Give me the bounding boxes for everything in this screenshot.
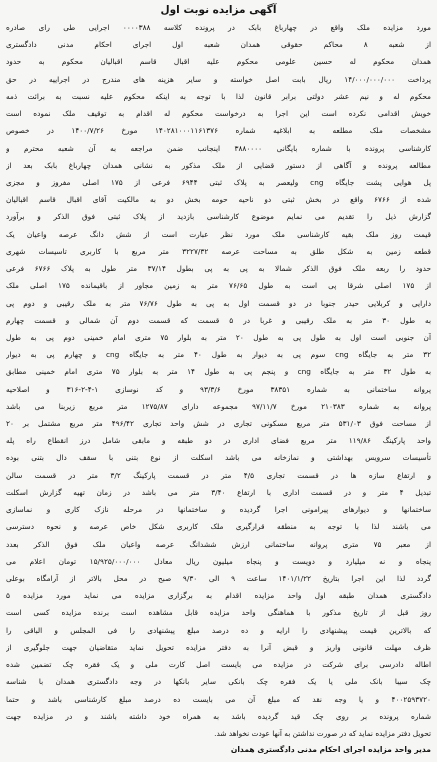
notice-line: می باشند لذا با توجه به منطقه قرارگیری ملک کاربری شکل خاص عرصه و نحوه دسترسی [6, 522, 431, 532]
notice-line: اطاله دادرسی برای شرکت در مزایده می بایست اصل کارت ملی و یک فقره چک تضمین شده [6, 660, 431, 670]
notice-line: پنجاه و نه میلیارد و دویست و پنجاه میلیون ریال معادل ۱۵/۹۲۵/۰۰۰/۰۰۰ تومان اعلام می [6, 556, 431, 566]
notice-line: گزارش ذیل را تقدیم می نمایم موضوع کارشناسی بازدید از پلاک ثبتی فوق الذکر و برآورد [6, 212, 431, 222]
notice-line: تأسیسات سرویس بهداشتی و نمازخانه می باشد اسکلت از نوع بتنی با سقف دال بتنی بوده [6, 453, 431, 463]
notice-title: آگهی مزایده نوبت اول [160, 4, 277, 16]
notice-line: از مساحت فوق ۵۳۱/۰۳ متر مربع مسکونی تجاری در شش واحد تجاری ۴۹۶/۴۲ متر مربع مشتمل بر ۲۰ [6, 419, 431, 429]
notice-line: محکوم له و نیم عشر دولتی برابر قانون لذا با توجه به اینکه محکوم علیه نسبت به برائت ذمه [6, 91, 431, 101]
notice-line: تحویل دفتر مزایده نماید که در صورت نداشتن به آنها عودت نخواهد شد. [214, 728, 431, 738]
notice-line: دارایی و کربلایی حیدر جنوبا در دو قسمت اول به پی به طول ۷۶/۷۶ متر به ملک رقیبی و دوم پی [6, 298, 431, 308]
notice-line: ساختمانها و دیوارهای پیرامونی اجرا گردیده و ساختمانها در مرحله نازک کاری و نماسازی [6, 505, 431, 515]
notice-line: چک سیبا بانک ملی یا یک فقره چک بانکی سایر بانکها در وجه دادگستری همدان با شناسه [6, 677, 431, 687]
notice-line: که بالاترین قیمت پیشنهادی را ارایه و ده درصد مبلغ پیشنهادی را فی المجلس و الباقی را [6, 625, 431, 635]
notice-line: تبدیل ۴ متر و در قسمت اداری با ارتفاع ۳/۴۰ متر می باشد در زمان تهیه گزارش اسکلت [6, 487, 431, 497]
notice-line: از شعبه ۸ محاکم حقوقی همدان شعبه اول اجرای احکام مدنی دادگستری [6, 40, 431, 50]
notice-line: قیمت روز ملک بقیه کارشناسی ملک مورد نظر عبارت است از شش دانگ عرصه واعیان یک [6, 229, 431, 239]
notice-line: از ۱۷۵ اصلی شرقا پی است به طول ۷۶/۶۵ متر به زمین مجاور از باقیمانده ۱۷۵ اصلی ملک [6, 281, 431, 291]
notice-line: پروانه ساختمانی به شماره ۳۸۳۵۱ مورخ ۹۳/۳/۶ و کد نوسازی ۱-۴-۲-۳۱۶ و اصلاحیه [6, 384, 431, 394]
notice-line: مشخصات ملک مطلعه به ابلاغیه شماره ۱۴۰۲۸۱۰۰۰۱۱۶۱۳۷۶ مورخ ۱۴۰۰/۷/۲۶ در خصوص [6, 126, 431, 136]
notice-line: پرداخت ۱۴/۰۰۰/۰۰۰/۰۰۰ ریال بابت اصل خواسته و سایر هزینه های مندرج در اجراییه در حق [6, 74, 431, 84]
notice-body [6, 20, 431, 741]
notice-line: به طول ۳۰ متر به ملک رقیبی و غربا در ۵ قسمت که قسمت دوم آن شمالی و قسمت چهارم [6, 315, 431, 325]
notice-line: مطالعه پرونده و آگاهی از دستور قضایی از ملک مذکور به نشانی همدان چهارباغ بابک بعد از [6, 160, 431, 170]
notice-line: دادگستری همدان طبقه اول واحد مزایده اقدام به برگزاری مزایده می نماید مورد مزایده ۵ [6, 591, 431, 601]
notice-line: روز قبل از تاریخ مذکور با هماهنگی واحد مزایده قابل مشاهده است برنده مزایده کسی است [6, 608, 431, 618]
notice-line: حدود را ربعه ملک فوق الذکر شمالا به پی به پی بطول ۳۷/۱۴ متر طول به پلاک ۶۷۶۶ فرعی [6, 264, 431, 274]
notice-line: قطعه زمین به شکل طلق به مساحت عرصه ۳۲۲۷/۳۲ متر مربع با کاربری تاسیسات شهری [6, 246, 431, 256]
notice-line: پل هوایی پشت جایگاه cng ولیعصر به پلاک ثبتی ۶۹۴۴ فرعی از ۱۷۵ اصلی مفروز و مجزی [6, 177, 431, 187]
notice-line: از معبر ۷۵ متری پروانه ساختمانی ارزش ششدانگ عرصه واعیان ملک فوق الذکر بعدد [6, 539, 431, 549]
notice-line: شماره پرونده بر روی چک قید گردیده باشد به همراه خود داشته باشند و در مزایده جهت [6, 711, 431, 721]
notice-line: واحد پارکینگ ۱۱۹/۸۶ متر مربع فضای اداری در دو طبقه و مابقی شامل درز انقطاع راه پله [6, 436, 431, 446]
notice-line: خویش اقدامی نکرده است این اجرا به درخواست محکوم له اقدام به توقیف ملک نموده است [6, 109, 431, 119]
notice-line: به طول ۳۲ متر به جایگاه cng و پنجم پی به طول ۱۴ متر به بلوار ۷۵ متری امام خمینی مطابق [6, 367, 431, 377]
notice-line: شده از ۶۷۶۶ واقع در بخش ثبتی دو ناحیه حومه بخش دو به مالکیت آقای اقبال قاسم اقبالیان [6, 195, 431, 205]
notice-line: ۴۰۰۲۵۹۳۷۲۰ و یا وجه نقد که مبلغ آن می بایست ده درصد مبلغ کارشناسی باشد و حتما [6, 694, 431, 704]
notice-line: همدان محکوم له حسین علومی محکوم علیه اقبال قاسم اقبالیان محکوم به حدود [6, 57, 431, 67]
notice-line: ظرف مهلت قانونی واریز و قبض آنرا به دفتر مزایده تحویل نماید متقاضیان جهت جلوگیری از [6, 642, 431, 652]
notice-line: و ارتفاع سازه ها در قسمت تجاری ۴/۵ متر در قسمت پارکینگ ۳/۲ متر در قسمت سالن [6, 470, 431, 480]
notice-signature: مدیر واحد مزایده اجرای احکام مدنی دادگستری همدان [230, 745, 431, 754]
notice-line: آن جنوبی است اول به طول پی به طول ۲۰ متر به بلوار ۷۵ متری امام خمینی دوم پی به طول [6, 332, 431, 342]
notice-line: گردد لذا این اجرا بتاریخ ۱۴۰۱/۱/۲۲ ساعت ۹ الی ۹/۳۰ صبح در محل بالاتر از آرامگاه بوعلی [6, 574, 431, 583]
notice-line: ۳۲ متر به جایگاه cng سوم پی به دیوار به طول ۴۰ متر به جایگاه cng و چهارم پی به دیوار [6, 350, 431, 360]
notice-line: کارشناسی پرونده با شماره بایگانی ۳۸۸۰۰۰۰ اینجانب ضمن مراجعه به آن شعبه محترم و [6, 143, 431, 153]
notice-line: پروانه به شماره ۲۱۰۳۸۳ مورخ ۹۷/۱۱/۷ مجموعه دارای ۱۲۷۵/۸۷ متر مربع زیربنا می باشد [6, 401, 431, 411]
notice-line: مورد مزایده ملک واقع در چهارباغ بابک در پرونده کلاسه ۰۰۰۰۳۸۸ اجرایی طی رای صادره [6, 23, 431, 32]
